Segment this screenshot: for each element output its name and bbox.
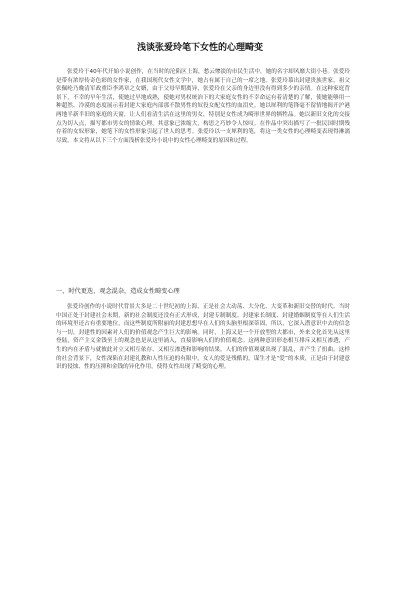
intro-paragraph: 张爱玲于40年代开始小说创作，在当时的沦陷区上海，愁云惨淡的市民生活中，她的名字却风靡大街小巷。张爱玲是带有浓厚传奇色彩的女作家，在我国现代女性文学中，她占有属于自己的一席之地。张爱玲慕出封建贵族世家，祖父张佩纶乃晚清军政重臣李鸿章之女婿，由于父母早期离异，张爱玲在父亲的身边里没有得到多少的亲情。在这种家庭背景下，不幸的早年生活，使她过早地成熟，使她对男权统治下的大家庭女性的不幸命运有着清楚的了解，使她能够用一种超然、冷漠的态度展示着封建大家庭内部那不散男性的奴役女配女性的血泪史。她以犀利的笔锋毫不留情地揭开沪港两地半新半旧的家庭的天窗，让人们看清生活在这里的男女，特别是女性成为畸形世界的牺牲品。她以新旧文化的交接点为切入点，描写都市男女的情欲心理，其意象已浓缩大，构思之巧妙令人惊叹。在作品中突出描写了一批民国时期残存着的女奴形象，她笔下的女性形象引起了世人的思考。张爱玲以一支犀利的笔，将这一类女性的心理畸变表现得淋漓尽致。本文将从以下三个方面浅析张爱玲小说中的女性心理畸变的原因和过程。 [56, 69, 350, 144]
section-1-heading: 一、时代更迭、观念混杂，造成女性畸变心理 [56, 288, 180, 295]
page-title: 浅谈张爱玲笔下女性的心理畸变 [136, 43, 263, 53]
section-1-paragraph-1: 张爱玲创作的小说时代背景大多是二十世纪初的上海，正是社会大动荡、大分化、大变革和新旧交替的时代。当时中国正处于封建社会末期，新的社会制度还没有正式形成，封建专制制度、封建家长制度、封建婚姻制度等在人们生活的环境里还占有重要地位，而这些制度所附丽的封建思想早在人们的头脑里根深蒂固，所以，它深入潜意识中去的信念与一切，封建性的因素对人们的价值观念产生巨大的影响。同时，上海又是一个开放型的大都市，外来文化首先从这里登陆，资产主义金钱至上的观念也是从这里涌入，直接影响人们的价值观念。这两种意识形态相互排斥又相互渗透，产生的内在矛盾与就彼此对立又相互依存、又相互渗透和影响的结果，人们的价值观就出现了混乱，并产生了扭曲。这样的社会背景下，女性深陷在封建礼教和人性压迫的有限中，女人的爱是残酷的，谋生才是“爱”的本质，正是由于封建意识的侵蚀、性的压抑和金钱的异化作用，使得女性出现了畸变的心理。 [56, 304, 350, 371]
